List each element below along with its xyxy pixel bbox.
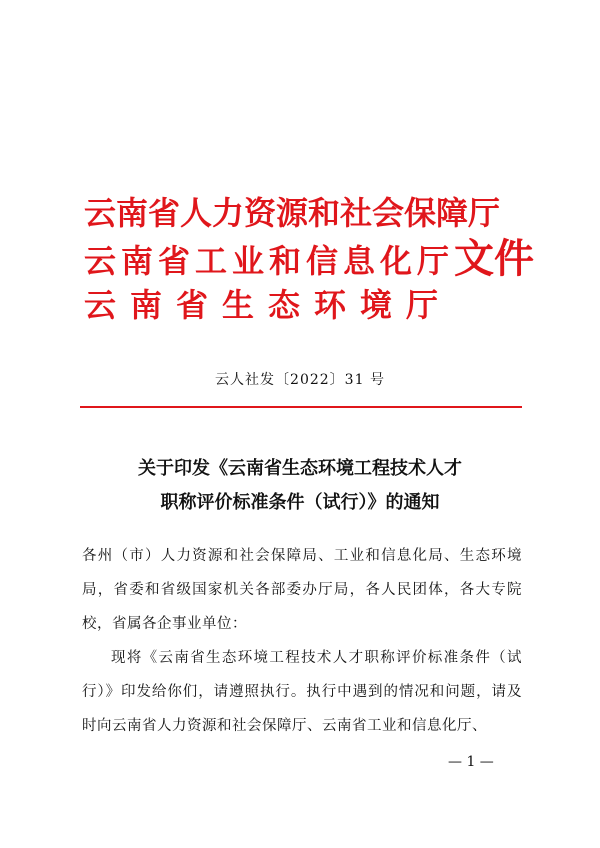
document-body bbox=[82, 539, 522, 743]
document-suffix: 文件 bbox=[454, 235, 535, 282]
document-title bbox=[0, 452, 600, 520]
issuer-header bbox=[84, 190, 534, 328]
issuer-line-3: 云南省生态环境厅 bbox=[84, 286, 453, 324]
document-number: 云人社发〔2022〕31 号 bbox=[215, 372, 385, 388]
page-number: — 1 — bbox=[448, 754, 494, 770]
title-line-2: 职称评价标准条件（试行）》的通知 bbox=[160, 492, 440, 513]
red-divider bbox=[80, 406, 522, 408]
issuer-line-2 bbox=[84, 236, 534, 282]
issuer-line-2-text: 云南省工业和信息化厅 bbox=[84, 242, 455, 280]
issuer-line-1: 云南省人力资源和社会保障厅 bbox=[84, 194, 501, 232]
body-paragraph: 现将《云南省生态环境工程技术人才职称评价标准条件（试行）》印发给你们，请遵照执行。执行中遇到的情况和问题，请及时向云南省人力资源和社会保障厅、云南省工业和信息化厅、 bbox=[82, 650, 522, 734]
title-line-1: 关于印发《云南省生态环境工程技术人才 bbox=[138, 458, 462, 479]
addressees-paragraph: 各州（市）人力资源和社会保障局、工业和信息化局、生态环境局，省委和省级国家机关各部委办厅局，各人民团体，各大专院校，省属各企事业单位： bbox=[82, 548, 522, 632]
